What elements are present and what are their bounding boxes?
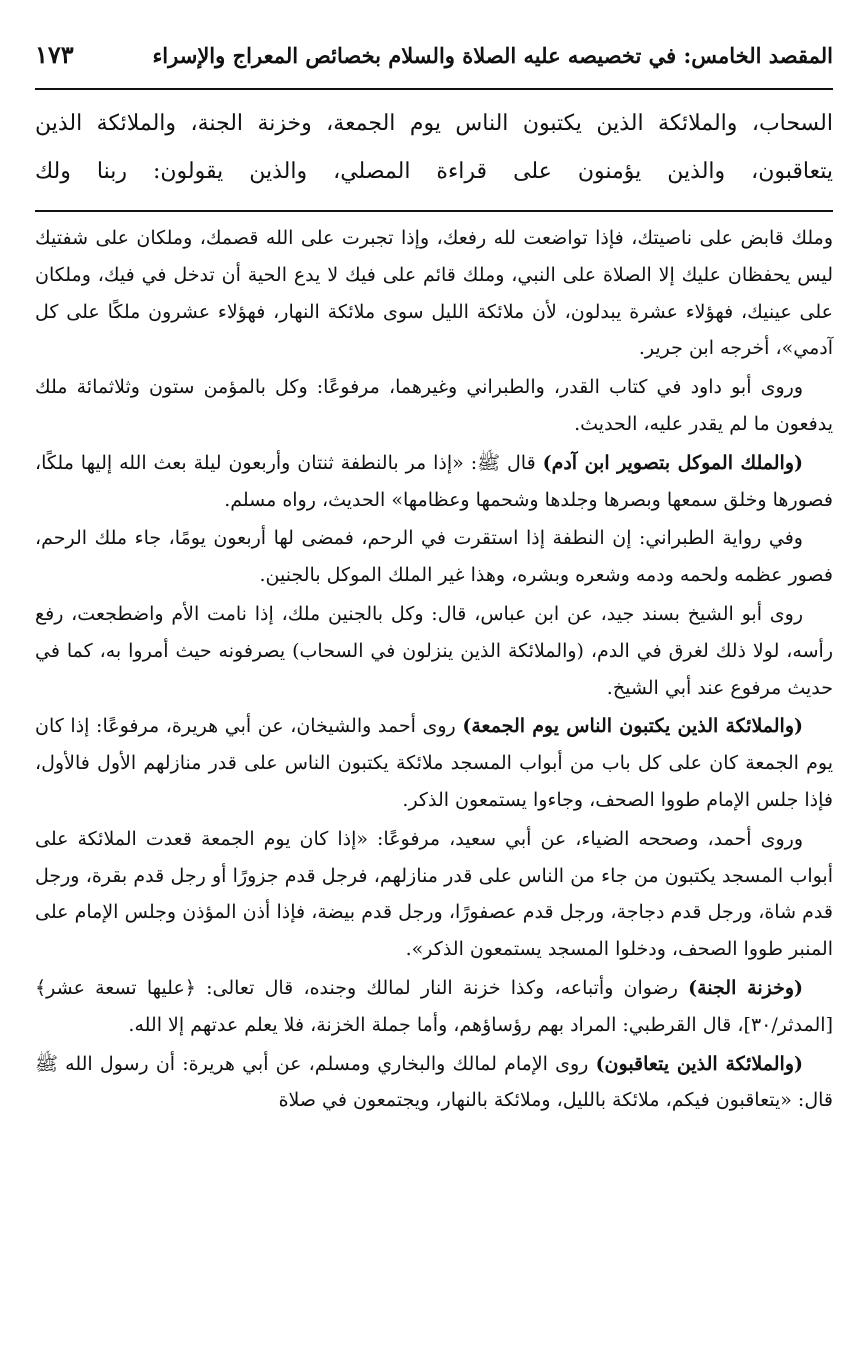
separator-rule	[35, 210, 833, 212]
paragraph-lead: (والملائكة الذين يكتبون الناس يوم الجمعة)	[462, 715, 803, 738]
commentary-paragraph	[35, 708, 833, 818]
page-number: ١٧٣	[35, 40, 74, 69]
paragraph-text: وفي رواية الطبراني: إن النطفة إذا استقرت في الرحم، فمضى لها أربعون يومًا، جاء ملك الرحم، فصور عظمه ولحمه ودمه وشعره وبشره، وهذا غير الملك الموكل بالجنين.	[35, 527, 833, 587]
commentary-paragraph	[35, 1046, 833, 1120]
commentary-paragraph	[35, 520, 833, 594]
running-header	[35, 40, 833, 90]
paragraph-text: روى الإمام لمالك والبخاري ومسلم، عن أبي هريرة: أن رسول الله ﷺ قال: «يتعاقبون فيكم، ملائكة بالليل، وملائكة بالنهار، ويجتمعون في صلاة	[35, 1052, 833, 1112]
paragraph-text: روى أبو الشيخ بسند جيد، عن ابن عباس، قال: وكل بالجنين ملك، إذا نامت الأم واضطجعت، رفع رأسه، لولا ذلك لغرق في الدم، (والملائكة الذين ينزلون في السحاب) يصرفونه حيث أمروا به، كما في حديث مرفوع عند أبي الشيخ.	[35, 602, 833, 699]
commentary-paragraph	[35, 369, 833, 443]
paragraph-lead: (وخزنة الجنة)	[688, 976, 804, 999]
commentary-paragraph	[35, 596, 833, 706]
paragraph-text: قال ﷺ: «إذا مر بالنطفة ثنتان وأربعون ليلة بعث الله إليها ملكًا، فصورها وخلق سمعها وبصرها وجلدها وشحمها وعظامها» الحديث، رواه مسلم.	[35, 451, 833, 511]
paragraph-text: وروى أحمد، وصححه الضياء، عن أبي سعيد، مرفوعًا: «إذا كان يوم الجمعة قعدت الملائكة على أبواب المسجد يكتبون من جاء من الناس على قدر منازلهم، فرجل قدم جزورًا أو رجل قدم بقرة، ورجل قدم شاة، ورجل قدم دجاجة، ورجل قدم عصفورًا، ورجل قدم بيضة، فإذا أذن المؤذن وجلس الإمام على المنبر طووا الصحف، ودخلوا المسجد يستمعون الذكر».	[35, 827, 833, 961]
paragraph-text: وملك قابض على ناصيتك، فإذا تواضعت لله رفعك، وإذا تجبرت على الله قصمك، وملكان على شفتيك ليس يحفظان عليك إلا الصلاة على النبي، وملك قائم على فيك لا يدع الحية أن تدخل في فيك، وملكان على عينيك، فهؤلاء عشرة يبدلون، لأن ملائكة الليل سوى ملائكة النهار، فهؤلاء عشرون ملكًا على كل آدمي»، أخرجه ابن جرير.	[35, 227, 833, 360]
paragraph-text: وروى أبو داود في كتاب القدر، والطبراني وغيرهما، مرفوعًا: وكل بالمؤمن ستون وثلاثمائة ملك يدفعون ما لم يقدر عليه، الحديث.	[35, 376, 833, 435]
commentary-paragraph	[35, 445, 833, 519]
commentary-paragraph	[35, 970, 833, 1044]
paragraph-text: رضوان وأتباعه، وكذا خزنة النار لمالك وجنده، قال تعالى: ﴿عليها تسعة عشر﴾ [المدثر/٣٠]، قال القرطبي: المراد بهم رؤساؤهم، وأما جملة الخزنة، فلا يعلم عدتهم إلا الله.	[35, 976, 833, 1036]
commentary-paragraph	[35, 821, 833, 968]
matn-text: السحاب، والملائكة الذين يكتبون الناس يوم الجمعة، وخزنة الجنة، والملائكة الذين يتعاقبون، والذين يؤمنون على قراءة المصلي، والذين يقولون: ربنا ولك	[35, 111, 833, 184]
header-title: المقصد الخامس: في تخصيصه عليه الصلاة والسلام بخصائص المعراج والإسراء	[152, 43, 833, 68]
paragraph-lead: (والملك الموكل بتصوير ابن آدم)	[542, 451, 804, 474]
commentary-paragraph	[35, 220, 833, 367]
commentary	[35, 220, 833, 1119]
paragraph-text: روى أحمد والشيخان، عن أبي هريرة، مرفوعًا: إذا كان يوم الجمعة كان على كل باب من أبواب المسجد ملائكة يكتبون الناس على قدر منازلهم الأول فالأول، فإذا جلس الإمام طووا الصحف، وجاءوا يستمعون الذكر.	[35, 715, 833, 811]
paragraph-lead: (والملائكة الذين يتعاقبون)	[595, 1052, 803, 1075]
